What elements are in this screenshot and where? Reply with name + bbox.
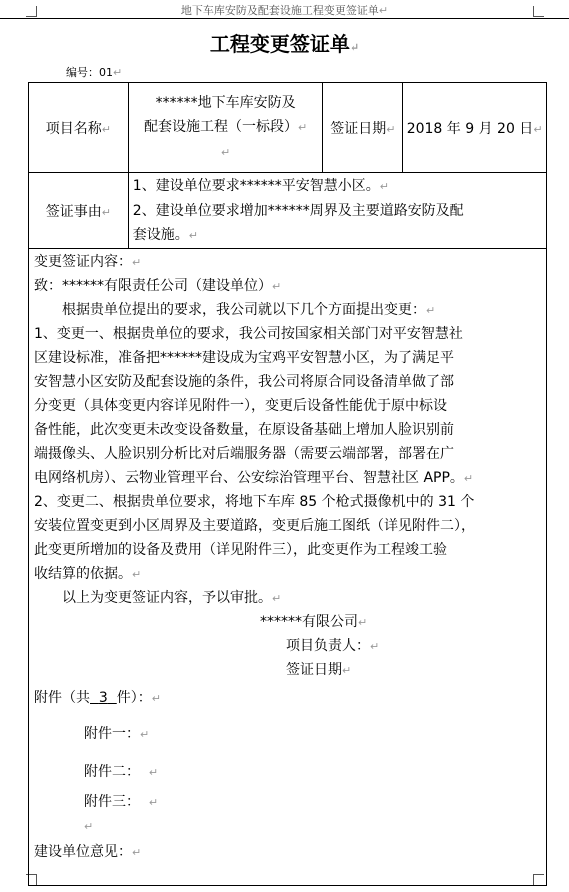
info-table	[28, 82, 547, 249]
sign-date-footer: 签证日期↵	[286, 662, 352, 678]
owner-opinion-label: 建设单位意见：↵	[34, 844, 142, 860]
project-manager-label: 项目负责人：↵	[286, 638, 380, 654]
sign-date-value: 2018 年 9 月 20 日↵	[403, 83, 547, 173]
company-signature: ******有限公司↵	[260, 614, 368, 630]
attachment-two: 附件二： ↵	[84, 764, 159, 780]
change-two-line: 收结算的依据。↵	[34, 566, 142, 582]
change-one-line: 区建设标准，准备把******建设成为宝鸡平安智慧小区，为了满足平	[34, 350, 454, 366]
change-one-line: 1、变更一、根据贵单位的要求，我公司按国家相关部门对平安智慧社	[34, 326, 463, 342]
document-title: 工程变更签证单↵	[209, 32, 360, 56]
attachment-one: 附件一：↵	[84, 726, 150, 742]
header-rule	[0, 18, 569, 19]
change-one-line: 备性能，此次变更未改变设备数量，在原设备基础上增加人脸识别前	[34, 422, 454, 438]
change-two-line: 此变更所增加的设备及费用（详见附件三），此变更作为工程竣工验	[34, 542, 447, 558]
attachments-count: 附件（共 3 件）：↵	[34, 690, 161, 706]
margin-corner-top-right	[533, 6, 544, 17]
running-header: 地下车库安防及配套设施工程变更签证单↵	[180, 4, 389, 17]
intro-paragraph: 根据贵单位提出的要求，我公司就以下几个方面提出变更：↵	[62, 302, 436, 318]
document-number: 编号：01↵	[66, 66, 123, 79]
change-two-line: 2、变更二、根据贵单位要求，将地下车库 85 个枪式摄像机中的 31 个	[34, 494, 475, 510]
closing-text: 以上为变更签证内容，予以审批。↵	[62, 590, 282, 606]
change-one-line: 电网络机房）、云物业管理平台、公安综治管理平台、智慧社区 APP。↵	[34, 470, 474, 486]
project-name-value: ******地下车库安防及 配套设施工程（一标段）↵ ↵	[128, 83, 323, 173]
change-one-line: 分变更（具体变更内容详见附件一），变更后设备性能优于原中标设	[34, 398, 447, 414]
reason-label: 签证事由↵	[29, 173, 129, 249]
project-name-label: 项目名称↵	[29, 83, 129, 173]
attachment-three: 附件三： ↵	[84, 794, 159, 810]
change-one-line: 安智慧小区安防及配套设施的条件，我公司将原合同设备清单做了部	[34, 374, 454, 390]
empty-paragraph: ↵	[84, 820, 94, 833]
reason-value: 1、建设单位要求******平安智慧小区。↵ 2、建设单位要求增加******周界及主要道路安防及配 套设施。↵	[128, 173, 546, 249]
content-heading: 变更签证内容：↵	[34, 254, 142, 270]
addressee: 致：******有限责任公司（建设单位）↵	[34, 278, 282, 294]
change-one-line: 端摄像头、人脸识别分析比对后端服务器（需要云端部署，部署在广	[34, 446, 454, 462]
margin-corner-top-left	[26, 6, 37, 17]
change-two-line: 安装位置变更到小区周界及主要道路，变更后施工图纸（详见附件二），	[34, 518, 475, 534]
sign-date-label: 签证日期↵	[323, 83, 403, 173]
